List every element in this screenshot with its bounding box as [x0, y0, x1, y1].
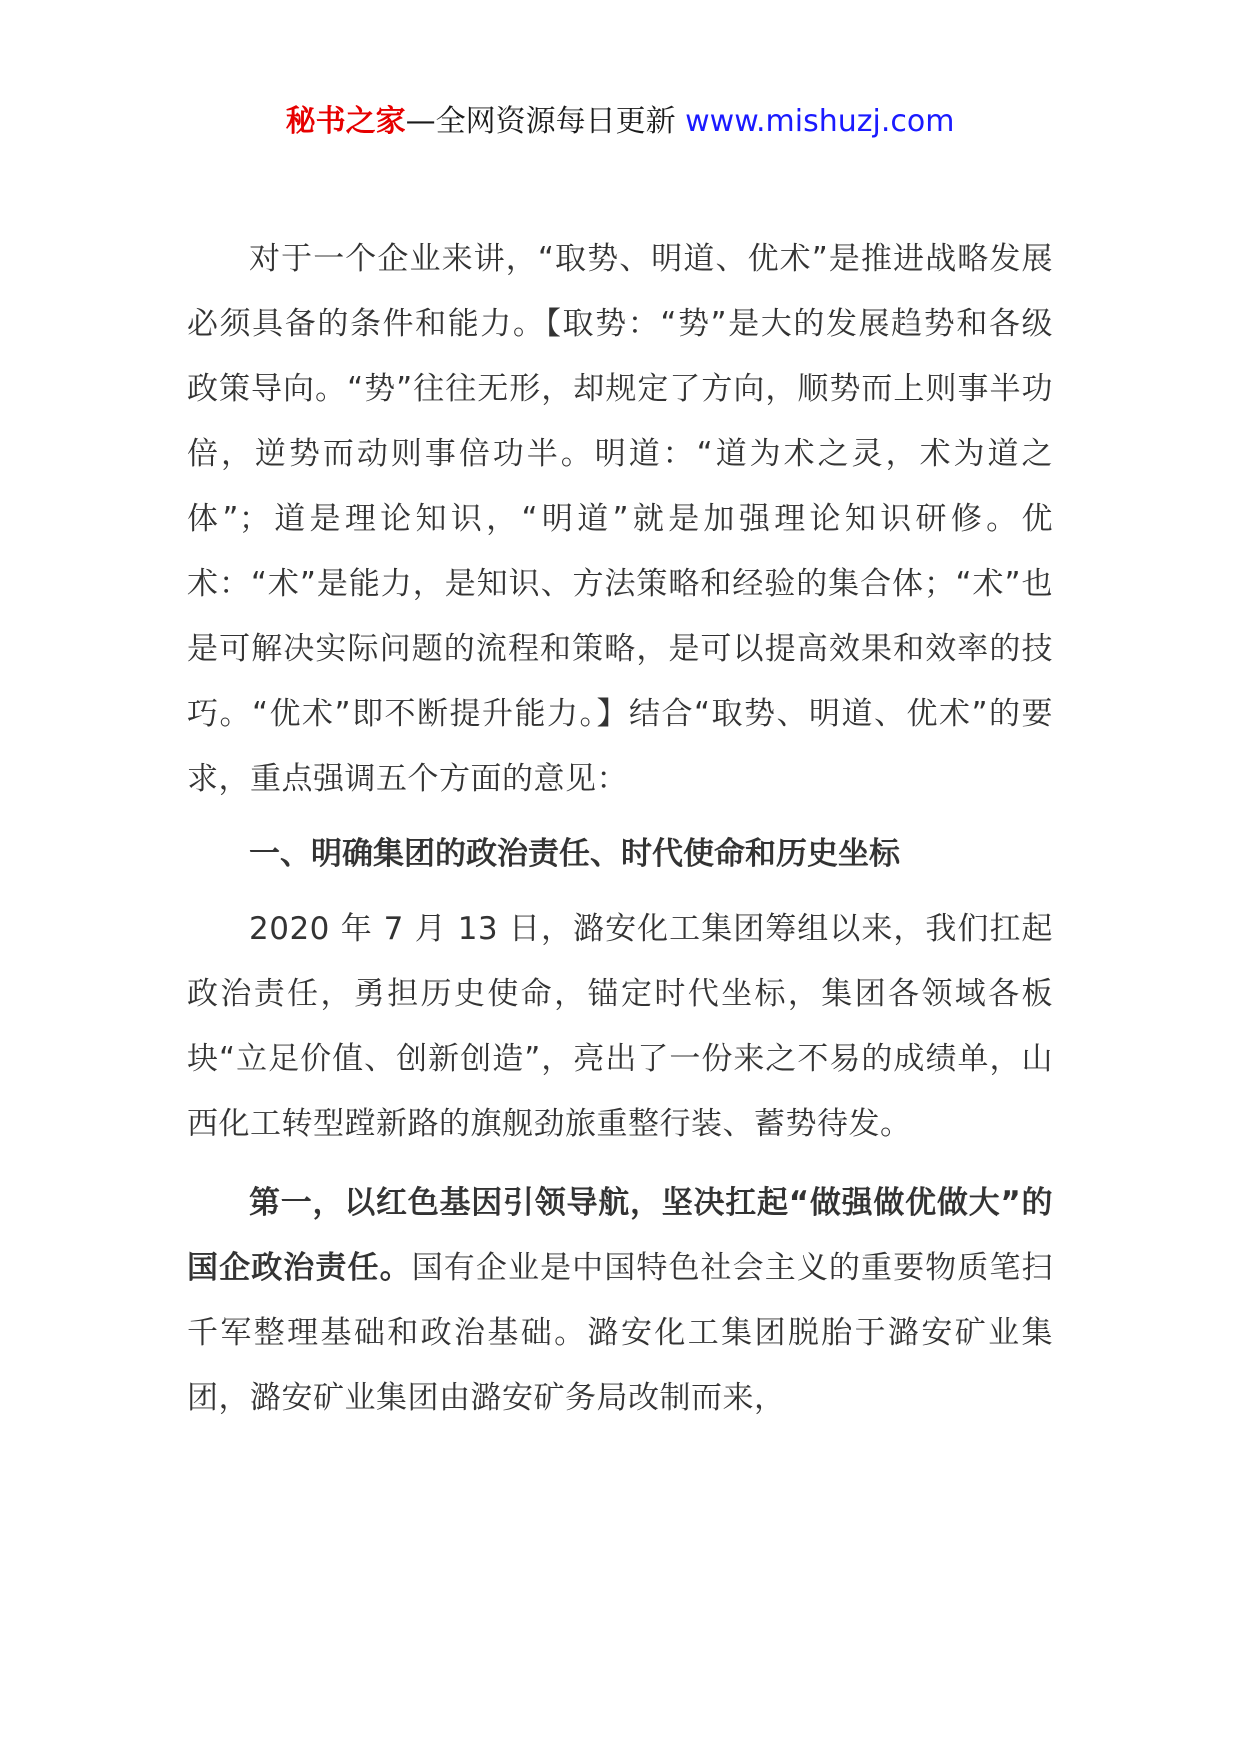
section-1-paragraph: 2020 年 7 月 13 日，潞安化工集团筹组以来，我们扛起政治责任，勇担历史使命，锚定时代坐标，集团各领域各板块“立足价值、创新创造”，亮出了一份来之不易的成绩单，山西化工转型蹚新路的旗舰劲旅重整行装、蓄势待发。	[187, 911, 1053, 1142]
point-1-lead: 第一，以红色基因引领导航，坚决扛起“做强做优做大”的国企政治责任。	[187, 1185, 1053, 1286]
page-header	[0, 100, 1240, 144]
intro-paragraph: 对于一个企业来讲，“取势、明道、优术”是推进战略发展必须具备的条件和能力。【取势：“势”是大的发展趋势和各级政策导向。“势”往往无形，却规定了方向，顺势而上则事半功倍，逆势而动则事倍功半。明道：“道为术之灵，术为道之体”；道是理论知识，“明道”就是加强理论知识研修。优术：“术”是能力，是知识、方法策略和经验的集合体；“术”也是可解决实际问题的流程和策略，是可以提高效果和效率的技巧。“优术”即不断提升能力。】结合“取势、明道、优术”的要求，重点强调五个方面的意见：	[187, 241, 1053, 797]
document-body	[187, 227, 1053, 1431]
section-heading-1: 一、明确集团的政治责任、时代使命和历史坐标	[249, 836, 900, 872]
header-brand: 秘书之家	[285, 104, 406, 139]
header-url-link[interactable]: www.mishuzj.com	[685, 104, 955, 139]
point-1-body: 国有企业是中国特色社会主义的重要物质笔扫千军整理基础和政治基础。潞安化工集团脱胎于潞安矿业集团，潞安矿业集团由潞安矿务局改制而来，	[187, 1250, 1054, 1416]
point-1-paragraph	[187, 1171, 1053, 1431]
header-tagline: —全网资源每日更新	[405, 104, 686, 139]
